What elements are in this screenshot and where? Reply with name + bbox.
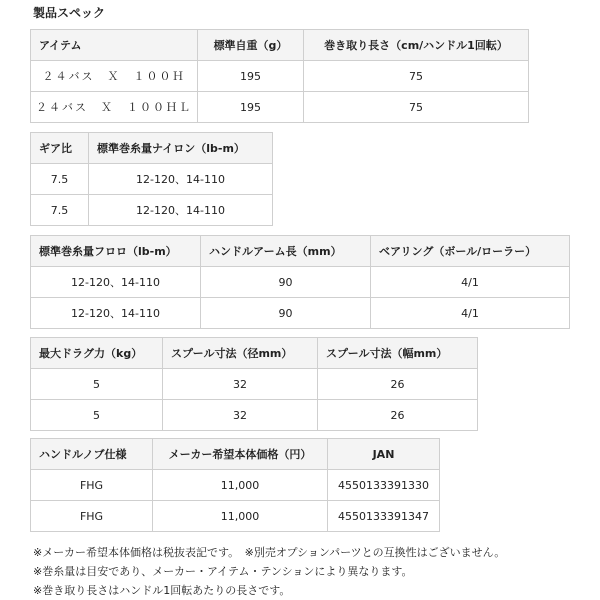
header-spool-diameter: スプール寸法（径mm）	[163, 338, 318, 369]
cell-spool-width: 26	[318, 400, 478, 431]
cell-item: ２４バス Ｘ １００Ｈ	[31, 61, 198, 92]
page-title: 製品スペック	[33, 6, 106, 20]
cell-weight: 195	[198, 92, 304, 123]
spec-table-fluoro	[30, 235, 570, 329]
spec-table-price	[30, 438, 440, 532]
cell-gear-ratio: 7.5	[31, 164, 89, 195]
table-row	[31, 501, 440, 532]
cell-nylon-capacity: 12-120、14-110	[89, 195, 273, 226]
cell-item: ２４バス Ｘ １００ＨＬ	[31, 92, 198, 123]
table-header-row	[31, 133, 273, 164]
header-fluoro-capacity: 標準巻糸量フロロ（lb-m）	[31, 236, 201, 267]
table-header-row	[31, 236, 570, 267]
table-row	[31, 369, 478, 400]
header-jan: JAN	[328, 439, 440, 470]
footnote: ※巻糸量は目安であり、メーカー・アイテム・テンションにより異なります。	[33, 565, 413, 578]
cell-handle-arm: 90	[201, 298, 371, 329]
header-retrieve-length: 巻き取り長さ（cm/ハンドル1回転）	[304, 30, 529, 61]
footnote: ※メーカー希望本体価格は税抜表記です。 ※別売オプションパーツとの互換性はございません。	[33, 546, 506, 559]
table-header-row	[31, 439, 440, 470]
cell-max-drag: 5	[31, 400, 163, 431]
table-row	[31, 470, 440, 501]
cell-price: 11,000	[153, 470, 328, 501]
table-row	[31, 61, 529, 92]
cell-spool-diameter: 32	[163, 369, 318, 400]
header-handle-knob: ハンドルノブ仕様	[31, 439, 153, 470]
header-gear-ratio: ギア比	[31, 133, 89, 164]
table-row	[31, 92, 529, 123]
table-row	[31, 298, 570, 329]
header-handle-arm: ハンドルアーム長（mm）	[201, 236, 371, 267]
header-price: メーカー希望本体価格（円）	[153, 439, 328, 470]
cell-spool-width: 26	[318, 369, 478, 400]
header-weight: 標準自重（g）	[198, 30, 304, 61]
cell-bearing: 4/1	[371, 298, 570, 329]
spec-table-item	[30, 29, 529, 123]
cell-handle-knob: FHG	[31, 501, 153, 532]
cell-fluoro-capacity: 12-120、14-110	[31, 267, 201, 298]
table-row	[31, 195, 273, 226]
spec-table-drag	[30, 337, 478, 431]
cell-weight: 195	[198, 61, 304, 92]
cell-retrieve-length: 75	[304, 61, 529, 92]
table-header-row	[31, 338, 478, 369]
header-spool-width: スプール寸法（幅mm）	[318, 338, 478, 369]
cell-spool-diameter: 32	[163, 400, 318, 431]
cell-jan: 4550133391347	[328, 501, 440, 532]
header-max-drag: 最大ドラグ力（kg）	[31, 338, 163, 369]
table-header-row	[31, 30, 529, 61]
cell-bearing: 4/1	[371, 267, 570, 298]
cell-nylon-capacity: 12-120、14-110	[89, 164, 273, 195]
table-row	[31, 400, 478, 431]
spec-table-gear	[30, 132, 273, 226]
cell-handle-arm: 90	[201, 267, 371, 298]
cell-handle-knob: FHG	[31, 470, 153, 501]
cell-jan: 4550133391330	[328, 470, 440, 501]
cell-max-drag: 5	[31, 369, 163, 400]
table-row	[31, 267, 570, 298]
header-bearing: ベアリング（ボール/ローラー）	[371, 236, 570, 267]
cell-retrieve-length: 75	[304, 92, 529, 123]
cell-gear-ratio: 7.5	[31, 195, 89, 226]
cell-fluoro-capacity: 12-120、14-110	[31, 298, 201, 329]
cell-price: 11,000	[153, 501, 328, 532]
footnotes	[33, 543, 505, 600]
footnote: ※巻き取り長さはハンドル1回転あたりの長さです。	[33, 584, 291, 597]
header-nylon-capacity: 標準巻糸量ナイロン（lb-m）	[89, 133, 273, 164]
header-item: アイテム	[31, 30, 198, 61]
table-row	[31, 164, 273, 195]
